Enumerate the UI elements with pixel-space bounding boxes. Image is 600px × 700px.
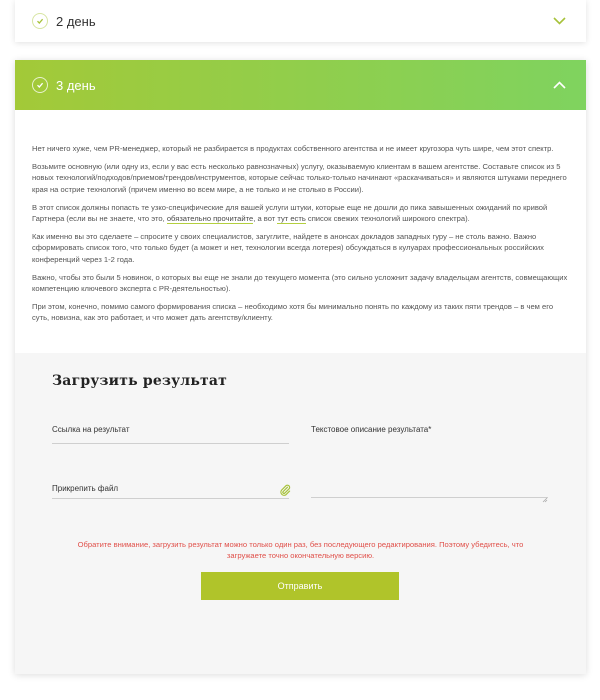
upload-result-form bbox=[15, 353, 586, 674]
accordion-day-2-header[interactable] bbox=[15, 0, 586, 42]
upload-notice-line: загружаете точно окончательную версию. bbox=[226, 551, 375, 561]
check-circle-icon bbox=[32, 77, 48, 93]
check-circle-icon bbox=[32, 13, 48, 29]
day-3-content bbox=[15, 110, 586, 324]
accordion-day-3 bbox=[15, 60, 586, 674]
day-3-label: 3 день bbox=[56, 77, 96, 93]
content-paragraph: Возьмите основную (или одну из, если у вас есть несколько равнозначных) услугу, оказываемую клиентам в вашем агентстве. Составьте список из 5 новых технологий/подходов/приемов/трендов/инструментов, которые сейчас только-только начинают «раскачиваться» и являются штуками переднего края на острие технологий (причем именно во всем мире, а не только и не столько в России). bbox=[32, 162, 567, 194]
result-link-label: Ссылка на результат bbox=[52, 425, 130, 434]
attach-file-label: Прикрепить файл bbox=[52, 484, 119, 493]
accordion-day-3-header[interactable] bbox=[15, 60, 586, 110]
result-description-label: Текстовое описание результата* bbox=[311, 425, 432, 434]
read-gartner-link[interactable]: обязательно прочитайте bbox=[166, 214, 254, 224]
content-paragraph: При этом, конечно, помимо самого формирования списка – необходимо хотя бы минимально понять по каждому из таких пяти трендов – в чем его суть, новизна, как это работает, и что может дать агентству/клиенту. bbox=[32, 302, 554, 323]
paragraph-text: В этот список должны попасть те узко-специфические для вашей услуги штуки, которые еще не дошли до пика завышенных ожиданий по кривой Гартнера (если вы не знаете, что это, bbox=[32, 202, 548, 224]
content-paragraph: Как именно вы это сделаете – спросите у своих специалистов, загуглите, найдете в анонсах докладов западных гуру – не столь важно. Важно сформировать список того, что только будет (а может и нет, технологии всегда лотерея) обсуждаться в кулуарах профессиональных российских конференций через 1-2 года. bbox=[32, 232, 544, 264]
paperclip-icon[interactable] bbox=[279, 483, 291, 495]
upload-notice bbox=[55, 539, 546, 561]
paragraph-text: список свежих технологий широкого спектра). bbox=[305, 214, 470, 224]
upload-title: Загрузить результат bbox=[52, 373, 228, 389]
chevron-down-icon[interactable] bbox=[553, 12, 566, 30]
chevron-up-icon[interactable] bbox=[553, 76, 566, 94]
result-description-textarea[interactable] bbox=[311, 460, 548, 498]
day-2-label: 2 день bbox=[56, 13, 96, 29]
content-paragraph-with-links bbox=[32, 202, 569, 224]
content-paragraph: Нет ничего хуже, чем PR-менеджер, который не разбирается в продуктах собственного агентства и не имеет кругозора чуть шире, чем этот спектр. bbox=[32, 144, 554, 153]
paragraph-text: , а вот bbox=[253, 214, 278, 224]
content-paragraph: Важно, чтобы это были 5 новинок, о которых вы еще не знали до текущего момента (это сильно усложнит задачу владельцам агентств, совмещающих компетенцию ключевого эксперта с PR-деятельностью). bbox=[32, 272, 568, 294]
tech-list-link[interactable]: тут есть bbox=[277, 214, 306, 224]
resize-handle-icon[interactable] bbox=[542, 490, 548, 496]
upload-notice-line: Обратите внимание, загрузить результат можно только один раз, без последующего редактирования. Поэтому убедитесь, что bbox=[77, 540, 524, 549]
attach-file-input[interactable] bbox=[52, 498, 289, 499]
result-link-input[interactable] bbox=[52, 443, 289, 444]
submit-button[interactable]: Отправить bbox=[201, 572, 399, 600]
